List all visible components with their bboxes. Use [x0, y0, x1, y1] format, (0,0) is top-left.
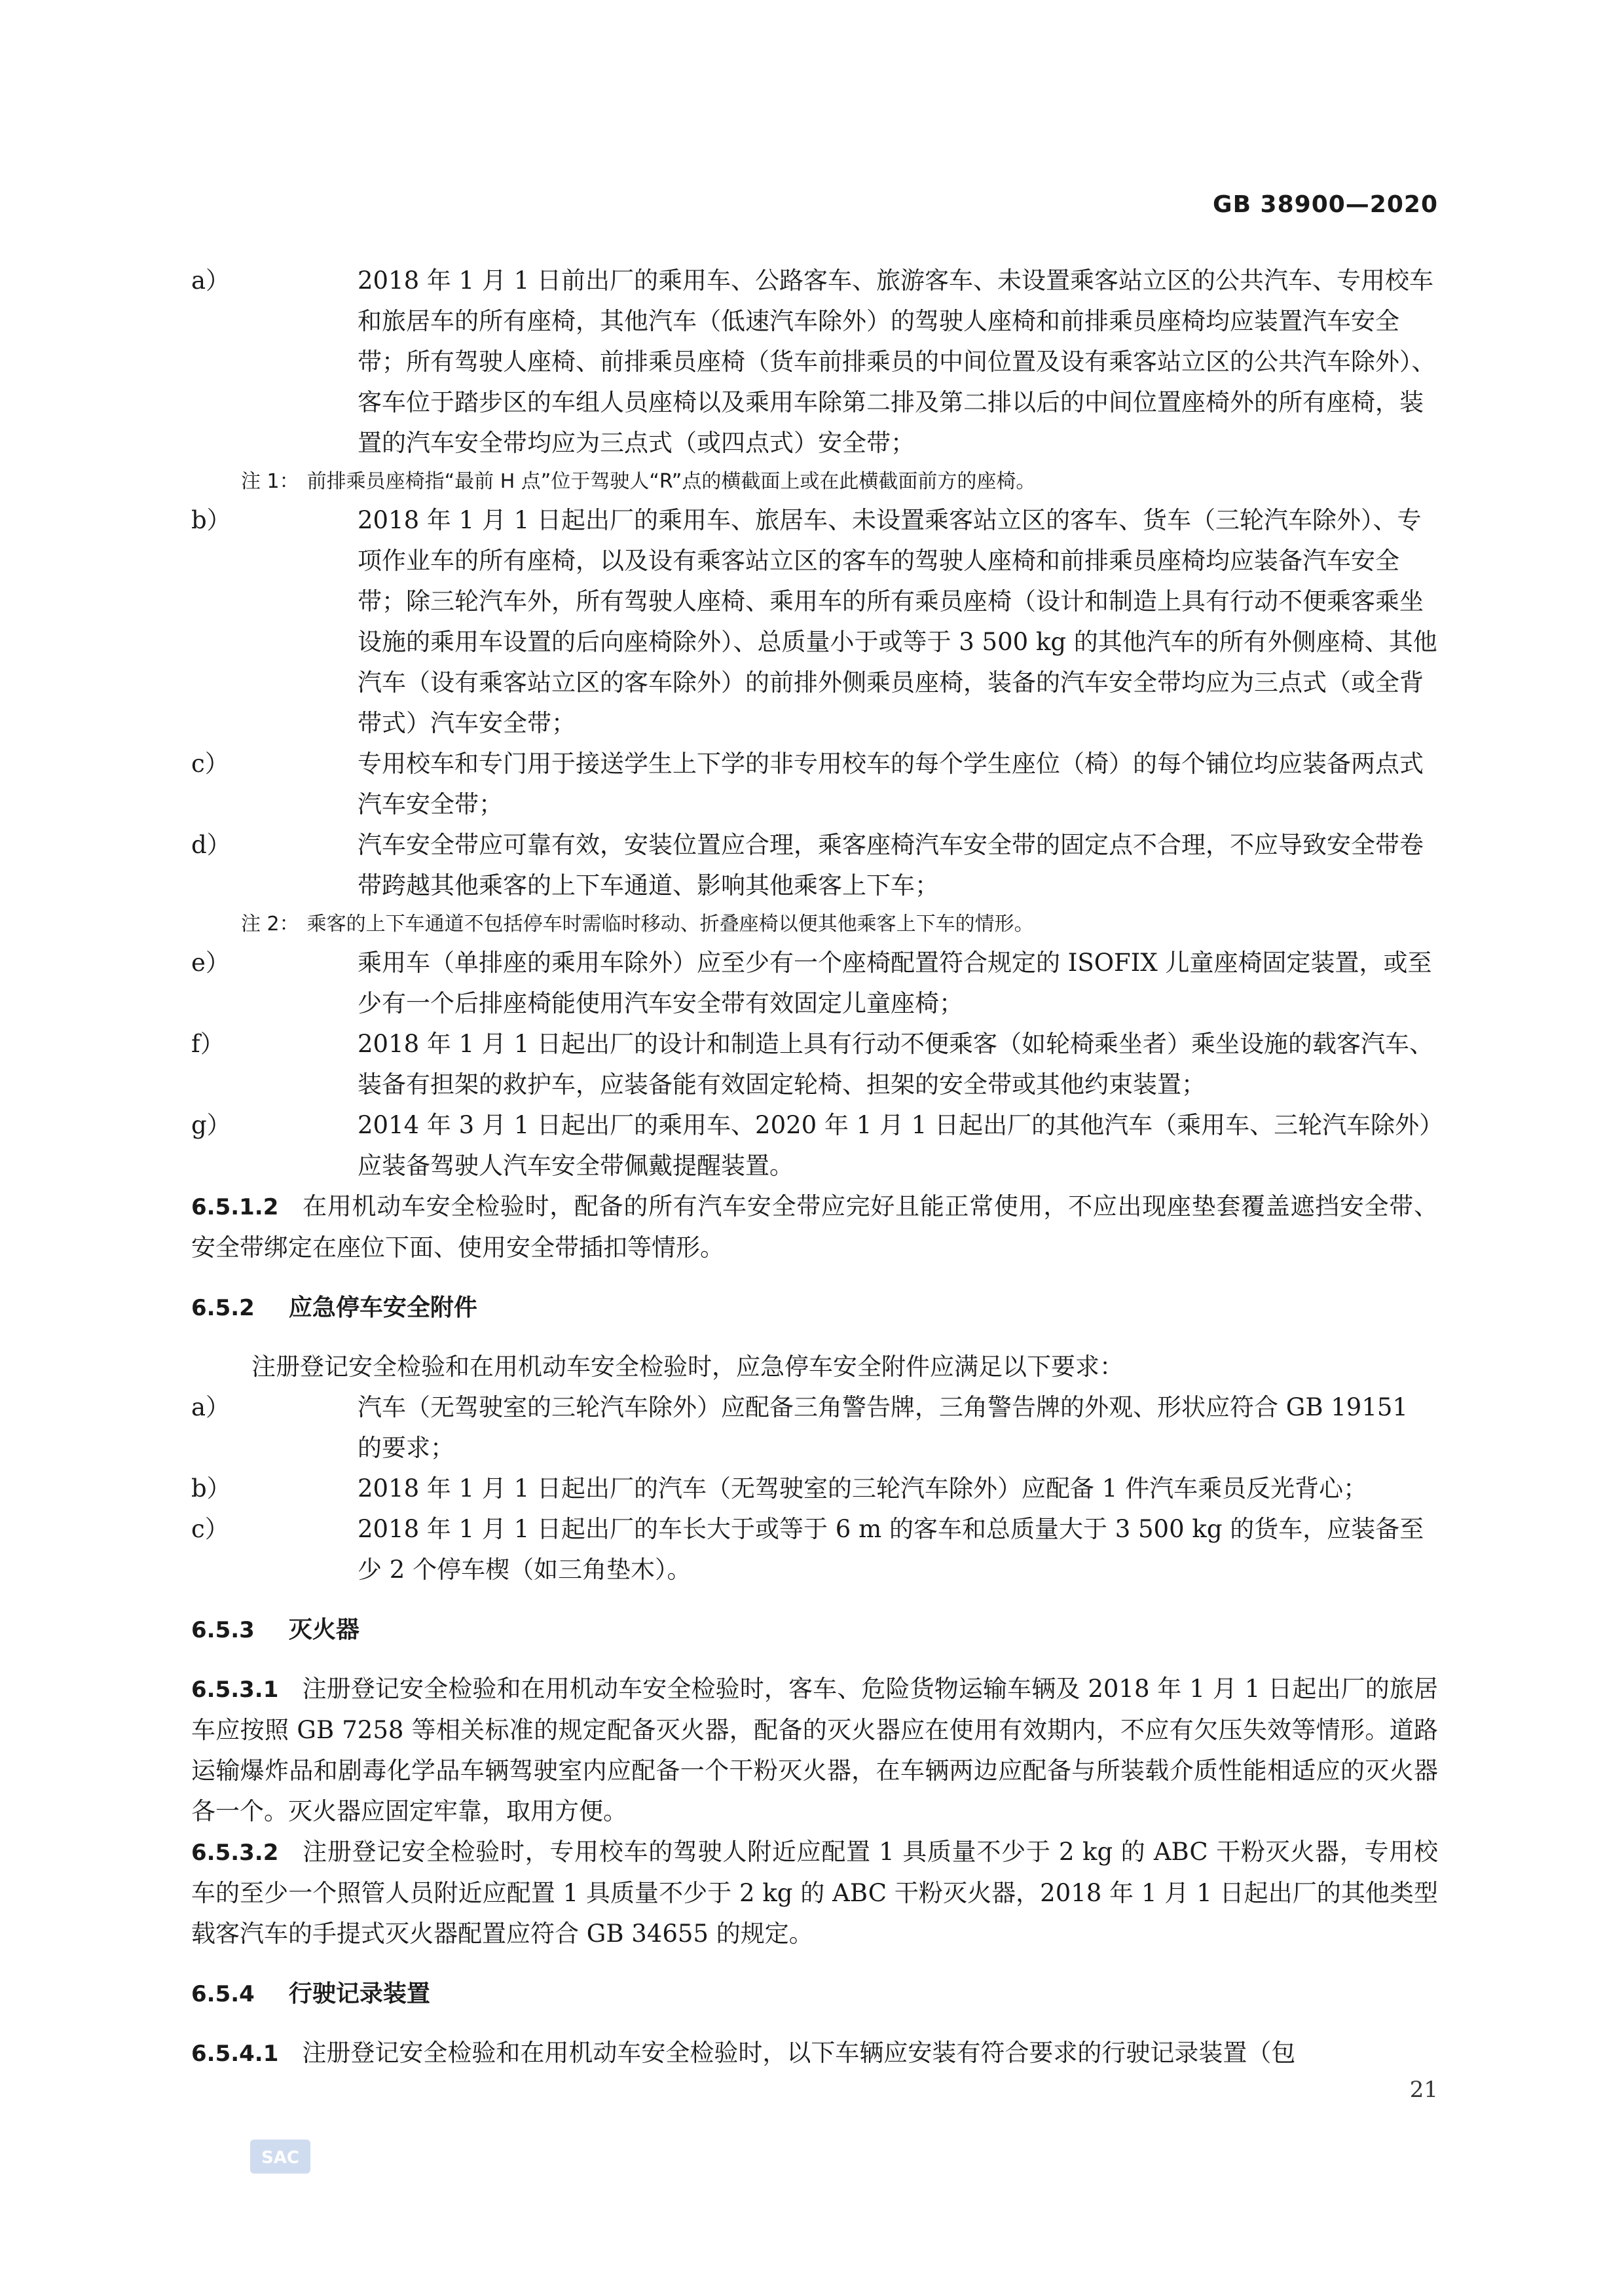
- clause-6-5-3-1: [191, 1669, 1438, 1832]
- list-marker: c）: [191, 1515, 229, 1543]
- note-text: 乘客的上下车通道不包括停车时需临时移动、折叠座椅以便其他乘客上下车的情形。: [306, 913, 1034, 936]
- list-marker: a）: [191, 1393, 231, 1421]
- clause-number: 6.5.3.2: [191, 1840, 279, 1866]
- list-item: [191, 1387, 1438, 1468]
- list-text: 2018 年 1 月 1 日起出厂的乘用车、旅居车、未设置乘客站立区的客车、货车（三轮汽车除外）、专项作业车的所有座椅，以及设有乘客站立区的客车的驾驶人座椅和前排乘员座椅均应装备汽车安全带；除三轮汽车外，所有驾驶人座椅、乘用车的所有乘员座椅（设计和制造上具有行动不便乘客乘坐设施的乘用车设置的后向座椅除外）、总质量小于或等于 3 500 kg 的其他汽车的所有外侧座椅、其他汽车（设有乘客站立区的客车除外）的前排外侧乘员座椅，装备的汽车安全带均应为三点式（或全背带式）汽车安全带；: [358, 506, 1437, 737]
- sac-logo-icon: [250, 2140, 310, 2174]
- note-1: [241, 464, 1438, 500]
- list-marker: d）: [191, 831, 231, 859]
- section-number: 6.5.3: [191, 1617, 255, 1643]
- list-marker: b）: [191, 506, 231, 534]
- clause-6-5-1-2: [191, 1186, 1438, 1268]
- note-text: 前排乘员座椅指“最前 H 点”位于驾驶人“R”点的横截面上或在此横截面前方的座椅。: [306, 470, 1036, 493]
- list-item: [191, 500, 1438, 744]
- list-marker: e）: [191, 949, 230, 977]
- clause-text: 在用机动车安全检验时，配备的所有汽车安全带应完好且能正常使用，不应出现座垫套覆盖遮挡安全带、安全带绑定在座位下面、使用安全带插扣等情形。: [191, 1192, 1438, 1262]
- list-text: 专用校车和专门用于接送学生上下学的非专用校车的每个学生座位（椅）的每个铺位均应装备两点式汽车安全带；: [358, 750, 1424, 818]
- section-title: 行驶记录装置: [288, 1980, 430, 2007]
- standard-code: GB 38900—2020: [1213, 191, 1438, 218]
- list-item: [191, 744, 1438, 825]
- logo-text: SAC: [261, 2148, 299, 2168]
- list-item: [191, 1105, 1438, 1186]
- clause-text: 注册登记安全检验和在用机动车安全检验时，客车、危险货物运输车辆及 2018 年 1 月 1 日起出厂的旅居车应按照 GB 7258 等相关标准的规定配备灭火器，配备的灭火器应在使用有效期内，不应有欠压失效等情形。道路运输爆炸品和剧毒化学品车辆驾驶室内应配备一个干粉灭火器，在车辆两边应配备与所装载介质性能相适应的灭火器各一个。灭火器应固定牢靠，取用方便。: [191, 1675, 1438, 1825]
- section-heading-6-5-2: [191, 1288, 1438, 1328]
- note-2: [241, 906, 1438, 943]
- clause-text: 注册登记安全检验时，专用校车的驾驶人附近应配置 1 具质量不少于 2 kg 的 ABC 干粉灭火器，专用校车的至少一个照管人员附近应配置 1 具质量不少于 2 kg 的 ABC 干粉灭火器，2018 年 1 月 1 日起出厂的其他类型载客汽车的手提式灭火器配置应符合 GB 34655 的规定。: [191, 1838, 1438, 1948]
- clause-number: 6.5.3.1: [191, 1677, 279, 1703]
- list-marker: f）: [191, 1030, 225, 1058]
- list-text: 2018 年 1 月 1 日起出厂的车长大于或等于 6 m 的客车和总质量大于 3 500 kg 的货车，应装备至少 2 个停车楔（如三角垫木）。: [358, 1515, 1424, 1584]
- clause-6-5-3-2: [191, 1832, 1438, 1954]
- list-item: [191, 943, 1438, 1024]
- list-marker: a）: [191, 266, 231, 295]
- list-text: 汽车安全带应可靠有效，安装位置应合理，乘客座椅汽车安全带的固定点不合理，不应导致安全带卷带跨越其他乘客的上下车通道、影响其他乘客上下车；: [358, 831, 1424, 900]
- section-number: 6.5.2: [191, 1295, 255, 1321]
- list-item: [191, 825, 1438, 906]
- note-label: 注 1：: [241, 470, 299, 493]
- list-text: 2018 年 1 月 1 日起出厂的设计和制造上具有行动不便乘客（如轮椅乘坐者）乘坐设施的载客汽车、装备有担架的救护车，应装备能有效固定轮椅、担架的安全带或其他约束装置；: [358, 1030, 1434, 1099]
- list-text: 2018 年 1 月 1 日前出厂的乘用车、公路客车、旅游客车、未设置乘客站立区的公共汽车、专用校车和旅居车的所有座椅，其他汽车（低速汽车除外）的驾驶人座椅和前排乘员座椅均应装置汽车安全带；所有驾驶人座椅、前排乘员座椅（货车前排乘员的中间位置及设有乘客站立区的公共汽车除外）、客车位于踏步区的车组人员座椅以及乘用车除第二排及第二排以后的中间位置座椅外的所有座椅，装置的汽车安全带均应为三点式（或四点式）安全带；: [358, 266, 1436, 457]
- list-marker: b）: [191, 1474, 231, 1503]
- list-text: 2018 年 1 月 1 日起出厂的汽车（无驾驶室的三轮汽车除外）应配备 1 件汽车乘员反光背心；: [358, 1474, 1368, 1503]
- list-text: 汽车（无驾驶室的三轮汽车除外）应配备三角警告牌，三角警告牌的外观、形状应符合 GB 19151 的要求；: [358, 1393, 1408, 1462]
- list-text: 2014 年 3 月 1 日起出厂的乘用车、2020 年 1 月 1 日起出厂的其他汽车（乘用车、三轮汽车除外）应装备驾驶人汽车安全带佩戴提醒装置。: [358, 1111, 1431, 1180]
- list-item: [191, 261, 1438, 464]
- list-text: 乘用车（单排座的乘用车除外）应至少有一个座椅配置符合规定的 ISOFIX 儿童座椅固定装置，或至少有一个后排座椅能使用汽车安全带有效固定儿童座椅；: [358, 949, 1432, 1017]
- list-marker: g）: [191, 1111, 231, 1139]
- section-heading-6-5-3: [191, 1610, 1438, 1650]
- document-body: [191, 261, 1438, 2074]
- section-number: 6.5.4: [191, 1981, 255, 2007]
- list-item: [191, 1024, 1438, 1105]
- page-number: 21: [1409, 2077, 1438, 2103]
- clause-6-5-4-1: [191, 2033, 1438, 2074]
- section-title: 应急停车安全附件: [288, 1294, 477, 1321]
- clause-text: 注册登记安全检验和在用机动车安全检验时，以下车辆应安装有符合要求的行驶记录装置（包: [302, 2039, 1296, 2067]
- clause-number: 6.5.4.1: [191, 2041, 279, 2067]
- clause-number: 6.5.1.2: [191, 1194, 279, 1220]
- section-heading-6-5-4: [191, 1974, 1438, 2014]
- section-title: 灭火器: [288, 1616, 360, 1643]
- list-item: [191, 1468, 1438, 1509]
- list-marker: c）: [191, 750, 229, 778]
- list-item: [191, 1509, 1438, 1590]
- section-intro: 注册登记安全检验和在用机动车安全检验时，应急停车安全附件应满足以下要求：: [251, 1353, 1124, 1381]
- note-label: 注 2：: [241, 913, 299, 936]
